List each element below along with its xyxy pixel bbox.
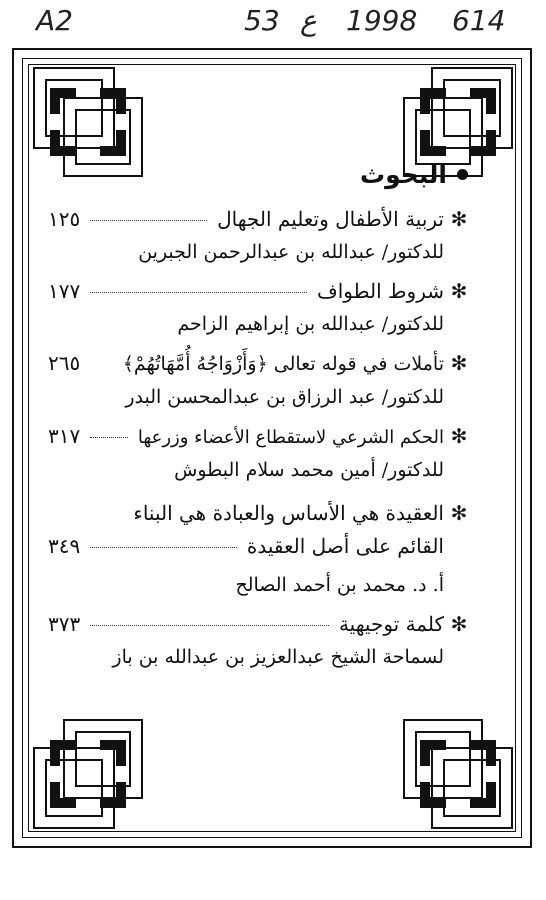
entry-page-number: ٣٧٣ bbox=[48, 612, 81, 636]
toc-entry[interactable] bbox=[48, 347, 468, 414]
asterisk-icon: ✻ bbox=[450, 501, 468, 525]
entry-page-number: ٢٦٥ bbox=[48, 351, 81, 375]
toc-entry[interactable] bbox=[48, 275, 468, 341]
dot-leader bbox=[90, 292, 307, 293]
entry-title-line1: العقيدة هي الأساس والعبادة هي البناء bbox=[133, 501, 444, 525]
entry-page-number: ١٢٥ bbox=[48, 207, 81, 231]
toc-entry[interactable] bbox=[48, 203, 468, 269]
entry-author: للدكتور/ عبدالله بن عبدالرحمن الجبرين bbox=[138, 241, 444, 263]
corner-ornament-bottom-right bbox=[400, 716, 516, 832]
corner-ornament-bottom-left bbox=[30, 716, 146, 832]
dot-leader bbox=[90, 220, 207, 221]
section-heading-text: البحوث bbox=[360, 160, 447, 189]
bullet-icon bbox=[457, 169, 468, 180]
entry-title: القائم على أصل العقيدة bbox=[246, 534, 444, 558]
handwritten-year: 1998 bbox=[346, 4, 418, 37]
handwritten-number: 53 bbox=[244, 4, 280, 37]
dot-leader bbox=[90, 625, 329, 626]
toc-entry[interactable] bbox=[48, 497, 468, 602]
toc-entry[interactable] bbox=[48, 608, 468, 674]
section-heading bbox=[48, 160, 468, 189]
asterisk-icon: ✻ bbox=[450, 424, 468, 448]
entry-title: كلمة توجيهية bbox=[338, 612, 444, 636]
entry-page-number: ٣١٧ bbox=[48, 424, 81, 448]
handwritten-code: A2 bbox=[36, 4, 73, 37]
entry-title: تأملات في قوله تعالى ﴿وَأَزْوَاجُهُ أُمَّهَاتُهُمْ﴾ bbox=[122, 353, 444, 375]
dot-leader bbox=[90, 437, 128, 438]
table-of-contents bbox=[48, 160, 468, 680]
entry-author: لسماحة الشيخ عبدالعزيز بن عبدالله بن باز bbox=[112, 646, 444, 668]
entry-title: الحكم الشرعي لاستقطاع الأعضاء وزرعها bbox=[137, 427, 444, 448]
entry-author: للدكتور/ أمين محمد سلام البطوش bbox=[174, 459, 444, 481]
entry-page-number: ١٧٧ bbox=[48, 279, 81, 303]
handwritten-letter: ع bbox=[300, 4, 317, 37]
entry-title: شروط الطواف bbox=[317, 279, 444, 303]
handwritten-ref: 614 bbox=[452, 4, 506, 37]
entry-title: تربية الأطفال وتعليم الجهال bbox=[217, 207, 444, 231]
asterisk-icon: ✻ bbox=[450, 207, 468, 231]
asterisk-icon: ✻ bbox=[450, 279, 468, 303]
entry-author: للدكتور/ عبدالله بن إبراهيم الزاحم bbox=[177, 313, 444, 335]
toc-entry[interactable] bbox=[48, 420, 468, 487]
entry-page-number: ٣٤٩ bbox=[48, 534, 81, 558]
dot-leader bbox=[90, 547, 237, 548]
entry-author: أ. د. محمد بن أحمد الصالح bbox=[235, 574, 444, 596]
asterisk-icon: ✻ bbox=[450, 612, 468, 636]
entry-author: للدكتور/ عبد الرزاق بن عبدالمحسن البدر bbox=[125, 386, 444, 408]
asterisk-icon: ✻ bbox=[450, 351, 468, 375]
